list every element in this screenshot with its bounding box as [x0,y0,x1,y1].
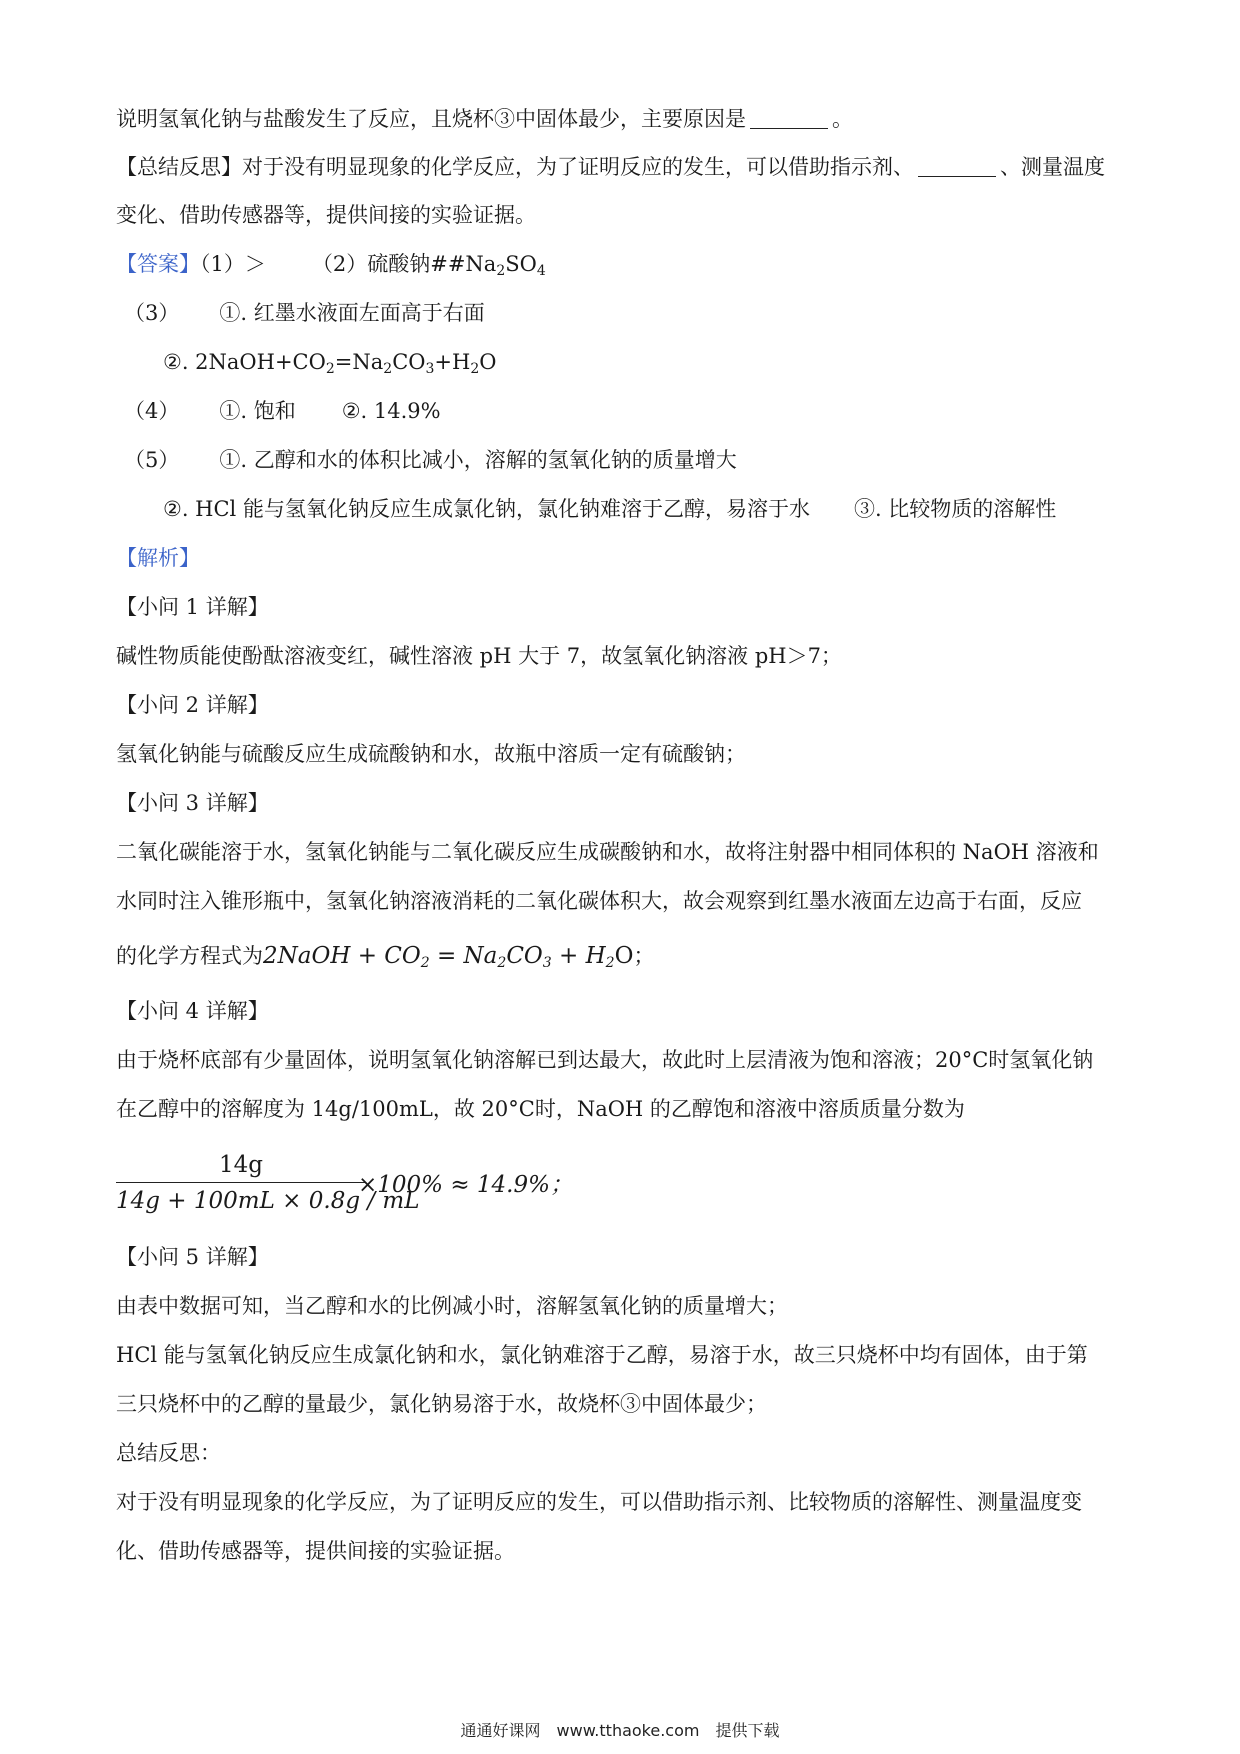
section-title: 总结反思： [116,1441,221,1465]
section-5-text-2 [116,1340,1088,1370]
answer-4-number: （4） [124,399,180,423]
fraction-denominator: 14g + 100mL × 0.8g / mL [116,1188,420,1214]
section-4-title [116,996,269,1026]
equation-part: 2NaOH + CO [263,943,421,969]
analysis-tag-line [116,543,200,573]
question-text: 说明氢氧化钠与盐酸发生了反应，且烧杯③中固体最少，主要原因是 [116,107,746,131]
summary-question-line [116,152,1105,182]
section-3-title [116,788,269,818]
section-title: 【小问 1 详解】 [116,595,269,619]
section-title: 【小问 2 详解】 [116,693,269,717]
subscript: 2 [497,955,507,971]
subscript: 4 [536,263,546,279]
summary-question-text-2: 变化、借助传感器等，提供间接的实验证据。 [116,203,536,227]
section-text: 的化学方程式为 [116,944,263,968]
section-title: 【小问 4 详解】 [116,999,269,1023]
section-5-text-3 [116,1389,767,1419]
section-text: 在乙醇中的溶解度为 14g/100mL，故 20°C时，NaOH 的乙醇饱和溶液中溶质质量分数为 [116,1097,965,1121]
answer-line-5b [163,494,1056,524]
section-2-title [116,690,269,720]
section-3-text-3 [116,941,654,978]
answer-4a: ①. 饱和 [219,399,296,423]
answer-1: （1）＞ [200,252,266,276]
section-text: 二氧化碳能溶于水，氢氧化钠能与二氧化碳反应生成碳酸钠和水，故将注射器中相同体积的 NaOH 溶液和 [116,840,1099,864]
semicolon: ； [633,944,655,968]
section-3-text-2 [116,886,1082,916]
section-text: 水同时注入锥形瓶中，氢氧化钠溶液消耗的二氧化碳体积大，故会观察到红墨水液面左边高于右面，反应 [116,889,1082,913]
answer-5c: ③. 比较物质的溶解性 [853,497,1057,521]
subscript: 2 [325,361,335,377]
answer-tag: 【答案】 [116,252,200,276]
page-footer: 通通好课网 www.tthaoke.com 提供下载 [460,1721,780,1740]
summary-question-suffix: 、测量温度 [1000,155,1105,179]
summary-title [116,1438,221,1468]
subscript: 2 [420,955,430,971]
chemical-equation [263,943,633,969]
section-4-text-1 [116,1045,1093,1075]
subscript: 2 [470,361,480,377]
section-4-text-2 [116,1094,965,1124]
section-text: 对于没有明显现象的化学反应，为了证明反应的发生，可以借助指示剂、比较物质的溶解性、测量温度变 [116,1490,1082,1514]
subscript: 3 [425,361,435,377]
summary-text-2 [116,1536,515,1566]
formula-part: =Na [334,350,384,374]
section-title: 【小问 3 详解】 [116,791,269,815]
answer-line-5 [124,445,737,475]
fraction-bar [116,1182,366,1183]
analysis-tag: 【解析】 [116,546,200,570]
answer-3-number: （3） [124,301,180,325]
answer-blank [750,108,828,129]
section-1-title [116,592,269,622]
section-2-text [116,739,746,769]
formula-part: CO [392,350,426,374]
subscript: 2 [605,955,615,971]
section-3-text-1 [116,837,1099,867]
answer-3b: ②. 2NaOH+CO [163,350,326,374]
summary-question-text: 【总结反思】对于没有明显现象的化学反应，为了证明反应的发生，可以借助指示剂、 [116,155,914,179]
equation-part: CO [506,943,543,969]
answer-5-number: （5） [124,448,180,472]
section-text: 三只烧杯中的乙醇的量最少，氯化钠易溶于水，故烧杯③中固体最少； [116,1392,767,1416]
answer-blank [918,156,996,177]
fraction-result: ×100% ≈ 14.9%； [358,1172,573,1198]
section-text: 化、借助传感器等，提供间接的实验证据。 [116,1539,515,1563]
answer-3a: ①. 红墨水液面左面高于右面 [219,301,485,325]
answer-2: （2）硫酸钠##Na [311,252,497,276]
answer-line-3b [163,347,496,384]
answer-line-1 [116,249,546,286]
formula-part: +H [434,350,471,374]
equation-part: = Na [429,943,498,969]
formula-part: SO [505,252,537,276]
section-5-title [116,1242,269,1272]
equation-part: O [614,943,634,969]
formula-part: O [479,350,497,374]
section-text: HCl 能与氢氧化钠反应生成氯化钠和水，氯化钠难溶于乙醇，易溶于水，故三只烧杯中均有固体，由于第 [116,1343,1088,1367]
summary-text-1 [116,1487,1082,1517]
equation-part: + H [551,943,606,969]
answer-5b: ②. HCl 能与氢氧化钠反应生成氯化钠，氯化钠难溶于乙醇，易溶于水 [163,497,810,521]
answer-4b: ②. 14.9% [341,399,441,423]
answer-line-4 [124,396,441,426]
subscript: 3 [542,955,552,971]
section-text: 由表中数据可知，当乙醇和水的比例减小时，溶解氢氧化钠的质量增大； [116,1294,788,1318]
section-text: 碱性物质能使酚酞溶液变红，碱性溶液 pH 大于 7，故氢氧化钠溶液 pH＞7； [116,644,842,668]
fraction-numerator: 14g [219,1152,263,1178]
answer-5a: ①. 乙醇和水的体积比减小，溶解的氢氧化钠的质量增大 [219,448,737,472]
fraction-formula [116,1150,420,1216]
section-text: 由于烧杯底部有少量固体，说明氢氧化钠溶解已到达最大，故此时上层清液为饱和溶液；20°C时氢氧化钠 [116,1048,1094,1072]
section-1-text [116,641,842,671]
subscript: 2 [383,361,393,377]
question-line-1 [116,104,853,134]
subscript: 2 [496,263,506,279]
period: 。 [832,107,853,131]
section-title: 【小问 5 详解】 [116,1245,269,1269]
section-text: 氢氧化钠能与硫酸反应生成硫酸钠和水，故瓶中溶质一定有硫酸钠； [116,742,746,766]
section-5-text-1 [116,1291,788,1321]
answer-line-3 [124,298,485,328]
summary-question-line-2 [116,200,536,230]
